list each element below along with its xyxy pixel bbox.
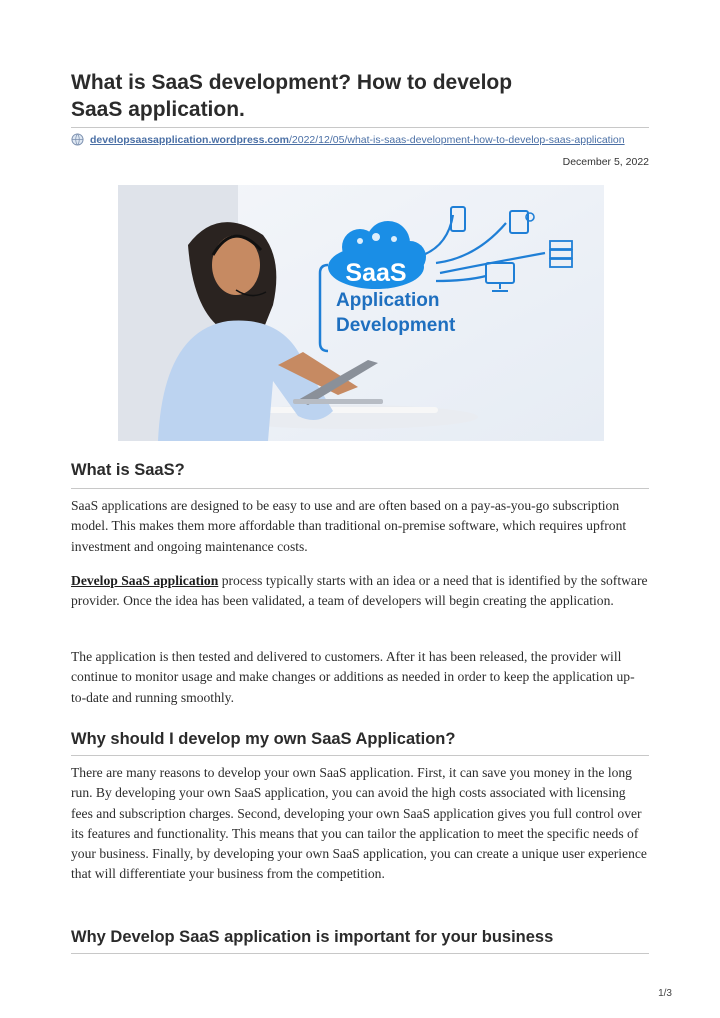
section-heading-why-important: Why Develop SaaS application is important for your business — [71, 928, 554, 946]
section-divider — [71, 755, 649, 756]
section-heading-why-develop-own: Why should I develop my own SaaS Application? — [71, 730, 456, 748]
section-1-paragraph-3: The application is then tested and delivered to customers. After it has been released, the provider will continue to monitor usage and make changes or additions as needed in order to keep the application up-to-date and running smoothly. — [71, 649, 635, 705]
section-1-paragraph-2-text: process typically starts with an idea or a need that is identified by the software provider. Once the idea has been validated, a team of developers will begin creating the application. — [71, 573, 648, 609]
source-path-link[interactable]: /2022/12/05/what-is-saas-development-how-to-develop-saas-application — [288, 133, 625, 146]
hero-badge-text: SaaS — [345, 259, 407, 287]
source-domain-link[interactable]: developsaasapplication.wordpress.com — [90, 133, 289, 146]
publish-date: December 5, 2022 — [562, 156, 649, 168]
develop-saas-link[interactable]: Develop SaaS application — [71, 573, 219, 588]
section-1-paragraph-2 — [71, 571, 649, 612]
section-divider — [71, 953, 649, 954]
hero-image — [118, 185, 604, 441]
hero-illustration — [118, 185, 604, 441]
section-divider — [71, 488, 649, 489]
source-url[interactable] — [71, 133, 649, 146]
globe-icon — [71, 133, 84, 146]
title-divider — [71, 127, 649, 128]
page-title: What is SaaS development? How to develop SaaS application. — [71, 71, 513, 121]
section-1-paragraph-1: SaaS applications are designed to be easy to use and are often based on a pay-as-you-go subscription model. This makes them more affordable than traditional on-premise software, which requires upfront investment and ongoing maintenance costs. — [71, 498, 627, 554]
section-2-paragraph-1: There are many reasons to develop your own SaaS application. First, it can save you money in the long run. By developing your own SaaS application, you can avoid the high costs associated with licensing fees and subscription charges. Second, developing your own SaaS application gives you full control over its features and functionality. This means that you can tailor the application to meet the specific needs of your business. Finally, by developing your own SaaS application, you can create a unique user experience that will differentiate your business from the competition. — [71, 765, 647, 882]
hero-line1: Application — [336, 290, 440, 311]
hero-line2: Development — [336, 315, 456, 336]
section-heading-what-is-saas: What is SaaS? — [71, 461, 185, 479]
page-number: 1/3 — [658, 988, 672, 999]
